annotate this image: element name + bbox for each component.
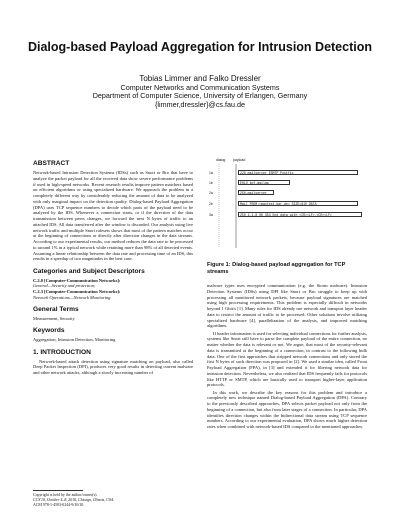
category-1 [33,278,193,290]
figure-payload-bar: Mail FROM:<maxtest.bar.de> SIZE=810 DATA [238,201,358,206]
introduction-text: Network-based attack detection using signature matching on payload, also called Deep Packet Inspection (DPI), produces very good results in detecting current malware and other network attacks, although a slowly increasing number of [33,358,193,375]
affiliation-line-2: Department of Computer Science, University of Erlangen, Germany [92,91,308,101]
figure-payload-bar: 220 mailserver ESMTP Postfix [238,170,358,175]
figure-col-dialog: dialog [216,158,226,162]
right-paragraph-3: In this work, we describe the key reasons for this problem and introduce a completely new technique named Dialog-based Payload Aggregation (DPA). Contrary to the previously described approaches, DPA selects packet payload not only from the beginning of a connection, but also from later stages of a connection. In particular, DPA identifies direction changes within the bidirectional data stream using TCP sequence numbers. According to our experimental evaluation, DPA shows much higher detection rates when combined with network-based IDS compared to the mentioned approaches. [207,389,367,429]
figure-row-label: 1b [209,181,213,185]
keywords-heading: Keywords [33,327,65,335]
figure-payload-bar: 250-mailserver [238,190,274,195]
footnote-line-3: ACM 978-1-4503-0244-9/10/10. [33,503,85,507]
figure-row-label: 2a [209,191,213,195]
abstract-text: Network-based Intrusion Detection Systems (IDSs) such as Snort or Bro that have to analyze the packet payload for all the received data show severe performance problems if used in high-speed networks. Recent research results improve pattern matchers based on efficient algorithms or using specialized hardware. We approach the problem in a completely different way by considerably reducing the amount of data to be analyzed with only marginal impact on the detection quality. Dialog-based Payload Aggregation (DPA) uses TCP sequence numbers to decide which parts of the payload need to be analyzed by the IDS. Whenever a connection starts, or if the direction of the data transmission between peers changes, we forward the next N bytes of traffic to an attached IDS. All data transferred after the window is discarded. Our analysis using live network traffic and multiple Snort rulesets shows that most of the pattern matches occur at the beginning of connections or directly after direction changes in the data streams. According to our experimental results, our method reduces the data rate to be processed to around 1% in a typical network while retaining more than 98% of all detected events. Assuming a linear relationship between the data rate and processing time of an IDS, this results in a speedup of two magnitudes in the best case. [33,170,193,262]
abstract-heading: ABSTRACT [33,160,70,167]
figure-1-dialog-diagram [207,158,367,253]
category-1-code: C.2.0 [Computer-Communication Networks]: [33,277,121,283]
footnote-line-1: Copyright is held by the author/owner(s). [33,493,98,497]
category-2 [33,289,193,301]
author-block [0,74,400,109]
category-2-desc: Network Operations—Network Monitoring [33,294,111,300]
affiliation-line-1: Computer Networks and Communication Systems [120,83,280,92]
copyright-footnote [33,490,193,508]
general-terms-text: Measurement, Security [33,316,75,321]
figure-payload-bar: EHLO kgf-mailgw [238,180,290,185]
right-column-text [207,283,367,431]
category-2-code: C.2.3 [Computer-Communication Networks]: [33,289,121,294]
figure-row-label: 3a [209,213,213,217]
author-names: Tobias Limmer and Falko Dressler [139,74,261,83]
general-terms-heading: General Terms [33,306,79,313]
paper-title: Dialog-based Payload Aggregation for Intrusion Detection [27,40,372,54]
right-paragraph-2: If header information is used for selecting individual connections for further analysis, systems like Snort still have to parse the complete payload of the entire connection, no matter whether the data is relevant or not. We argue, that most of the security-relevant data is transmitted at the beginning of a connection, in contrast to the following bulk data. One of the first approaches that stripped network connections and only stored the first N bytes of such direction was proposed in [2]. We used a similar idea, called Front Payload Aggregation (FPA), in [3] and extended it for filtering network data for intrusion detection. Nevertheless, we also realized that IDS frequently fails for protocols like HTTP or SMTP, which are basically used to transport higher-layer application protocols. [207,330,367,388]
keywords-text: Aggregation, Intrusion Detection, Monitoring [33,337,116,343]
figure-col-payload: payload [233,158,246,162]
figure-payload-bar: 250 2.1.0 OK 354 End data with <CR><LF>.<CR><LF> [238,212,362,217]
left-column [33,160,193,377]
right-paragraph-1: malware types uses encrypted communication (e.g. the Storm malware). Intrusion Detection Systems (IDSs) using DPI like Snort or Bro struggle to keep up with processing all monitored network packets, because payload signatures are matched using high processing requirements. This problem is especially difficult in networks beyond 1 Gbit/s [1]. Many rules for IDS already use network and transport layer header data to restrict the amount of traffic to be processed. Other solutions involve utilizing specialized hardware [4], parallelization of the analysis, and improved matching algorithms. [207,283,367,329]
introduction-heading: 1. INTRODUCTION [33,348,91,356]
footnote-line-2: CCS'10, October 4–8, 2010, Chicago, Illinois, USA. [33,498,115,502]
author-emails: {limmer,dressler}@cs.fau.de [155,99,245,109]
categories-heading: Categories and Subject Descriptors [33,267,145,275]
figure-row-label: 1a [209,171,213,175]
figure-1-caption: Figure 1: Dialog-based payload aggregation for TCP streams [207,262,346,275]
category-1-desc: General—Security and protection; [33,283,96,289]
figure-row-label: 2b [209,202,213,206]
